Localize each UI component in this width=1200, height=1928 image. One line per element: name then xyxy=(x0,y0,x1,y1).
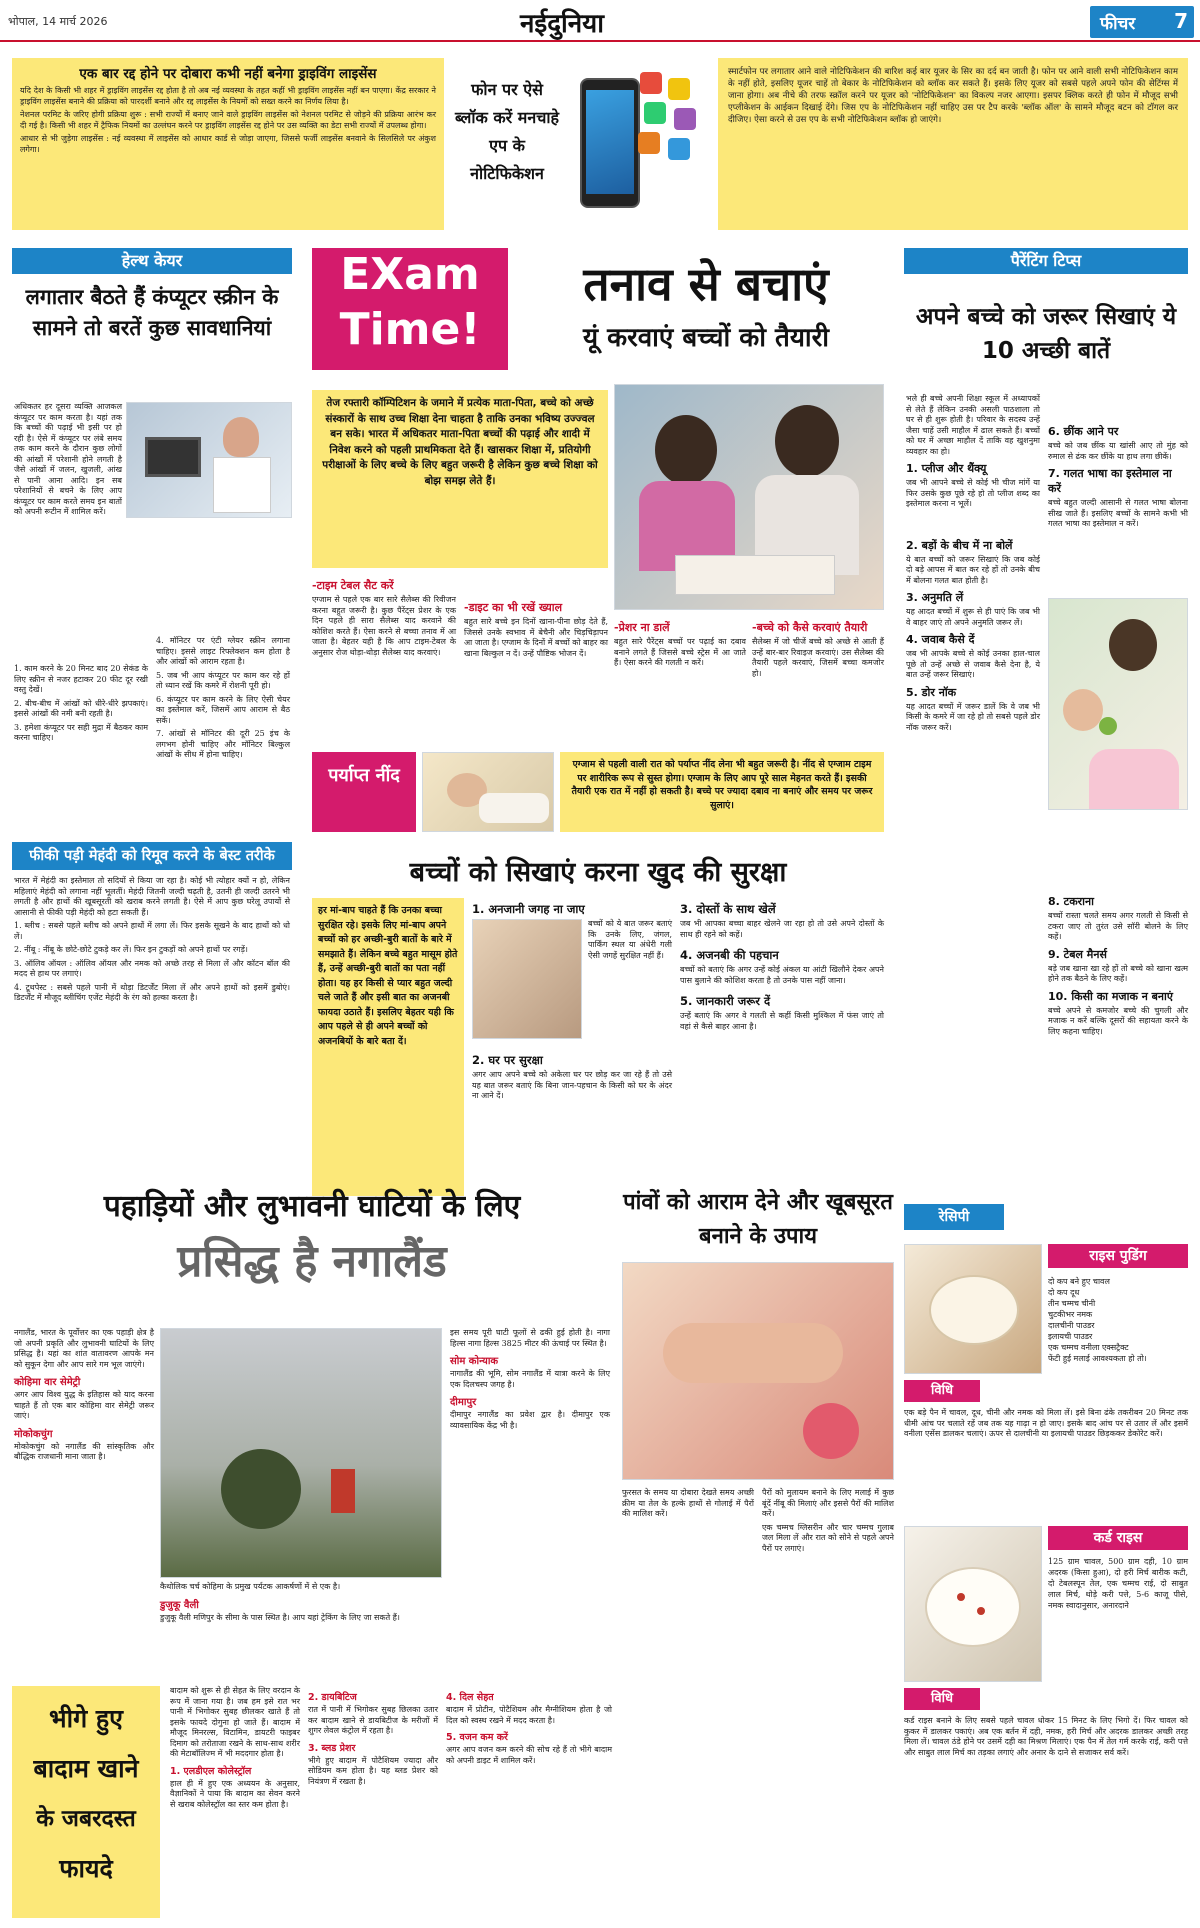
rice-ingredients xyxy=(1048,1276,1188,1364)
curd-title: कर्ड राइस xyxy=(1048,1526,1188,1550)
nagaland-caption-box xyxy=(160,1582,442,1626)
parenting-point-5-text: यह आदत बच्चों में जरूर डालें कि वे जब भी किसी के कमरे में जा रहे हो तो सबसे पहले डोर नॉक जरूर करें। xyxy=(906,701,1040,732)
exam-intro: तेज रफ्तारी कॉम्पिटिशन के जमाने में प्रत्येक माता-पिता, बच्चे को अच्छे संस्कारों के साथ उच्च शिक्षा देना चाहता है ताकि उनका भविष्य उज्ज्वल बन सके। भारत में अधिकतर माता-पिता बच्चों की पढ़ाई और शादी में निवेश करने को पहली प्राथमिकता देते हैं। खासकर शिक्षा में, प्रतियोगी परीक्षाओं के लिए बच्चे के लिए बहुत जरूरी है लेकिन कुछ बच्चे शिक्षा को बोझ समझ लेते हैं। xyxy=(322,397,598,487)
parenting-point-8-text: बच्चों रास्ता चलते समय अगर गलती से किसी से टकरा जाए तो तुरंत उसे सॉरी बोलने के लिए कहें। xyxy=(1048,911,1188,941)
exam-col-1 xyxy=(312,574,456,661)
safety-section-5-title: 5. जानकारी जरूर दें xyxy=(680,994,771,1008)
almond-text-3: रात में पानी में भिगोकर सुबह छिलका उतार कर बादाम खाने से डायबिटीज के मरीजों में शुगर लेवल कंट्रोल में रहता है। xyxy=(308,1705,438,1735)
rice-method-box xyxy=(904,1408,1188,1443)
health-point: 5. जब भी आप कंप्यूटर पर काम कर रहे हों तो ध्यान रखें कि कमरे में रोशनी पूरी हो। xyxy=(156,670,290,690)
safety-intro: हर मां-बाप चाहते हैं कि उनका बच्चा सुरक्षित रहे। इसके लिए मां-बाप अपने बच्चों को हर अच्छी-बुरी बातों के बारे में समझाते हैं। लेकिन बच्चे बहुत मासूम होते हैं, उन्हें अच्छी-बुरी बातों का पता नहीं होता। यह हर किसी से प्यार बहुत जल्दी चले जाते हैं और इसी बात का अजनबी फायदा उठाते हैं। इसलिए बेहतर यही कि आप पहले से ही अपने बच्चों को अजनबियों के बारे बता दें। xyxy=(318,905,458,1047)
curd-photo xyxy=(904,1526,1042,1682)
safety-col-2 xyxy=(680,898,884,1035)
parenting-col-1 xyxy=(906,394,1040,736)
health-title: लगातार बैठते हैं कंप्यूटर स्क्रीन के सामने तो बरतें कुछ सावधानियां xyxy=(25,285,279,340)
feet-photo xyxy=(622,1262,894,1480)
safety-section-2-title: 2. घर पर सुरक्षा xyxy=(472,1053,543,1067)
almond-col-2 xyxy=(308,1686,438,1790)
sleep-photo xyxy=(422,752,554,832)
health-point: 4. मॉनिटर पर एंटी ग्लेयर स्क्रीन लगाना चाहिए। इससे लाइट रिफ्लेक्शन कम होता है और आंखों को आराम रहता है। xyxy=(156,636,290,666)
exam-sub-diet: -डाइट का भी रखें ख्याल xyxy=(464,601,563,614)
nagaland-sub-4: दीमापुर xyxy=(450,1397,477,1408)
health-point: 2. बीच-बीच में आंखों को धीरे-धीरे झपकाएं। इससे आंखों की नमी बनी रहती है। xyxy=(14,698,148,718)
feet-text-2: पैरों को मुलायम बनाने के लिए मलाई में कुछ बूंदें नींबू की मिलाएं और इससे पैरों की मालिश करें। xyxy=(762,1488,894,1518)
almond-text-6: अगर आप वजन कम करने की सोच रहे हैं तो भीगे बादाम को अपनी डाइट में शामिल करें। xyxy=(446,1745,612,1765)
mehndi-tip: 4. टूथपेस्ट : सबसे पहले पानी में थोड़ा डिटर्जेंट मिला लें और अपने हाथों को इसमें डुबोएं। डिटर्जेंट में मौजूद ब्लीचिंग एजेंट मेहंदी के रंग को हल्का करता है। xyxy=(14,982,290,1002)
safety-photo xyxy=(472,919,582,1039)
sleep-label: पर्याप्त नींद xyxy=(328,765,400,786)
sleep-label-box xyxy=(312,752,416,832)
rice-title: राइस पुडिंग xyxy=(1048,1244,1188,1268)
curd-ingredients: 125 ग्राम चावल, 500 ग्राम दही, 10 ग्राम अदरक (किसा हुआ), दो हरी मिर्च बारीक कटी, दो टेबलस्पून तेल, एक चम्मच राई, दो साबुत लाल मिर्च, थोड़े करी पत्ते, 5-6 काजू पीसे, नमक स्वादानुसार, अनारदाने xyxy=(1048,1557,1188,1610)
almond-text-5: बादाम में प्रोटीन, पोटैशियम और मैग्नीशियम होता है जो दिल को स्वस्थ रखने में मदद करता है। xyxy=(446,1705,612,1725)
parenting-point-2-text: ये बात बच्चों को जरूर सिखाएं कि जब कोई दो बड़े आपस में बात कर रहे हों तो उनके बीच में बोलना गलत बात होती है। xyxy=(906,554,1040,585)
exam-title-1: तनाव से बचाएं xyxy=(583,257,829,311)
mehndi-title: फीकी पड़ी मेहंदी को रिमूव करने के बेस्ट तरीके xyxy=(12,842,292,870)
parenting-point-7-title: 7. गलत भाषा का इस्तेमाल ना करें xyxy=(1048,467,1172,495)
almond-text-4: भीगे हुए बादाम में पोटैशियम ज्यादा और सोडियम कम होता है। यह ब्लड प्रेशर को नियंत्रण में रखता है। xyxy=(308,1755,438,1786)
almond-title-2: बादाम खाने xyxy=(33,1754,139,1783)
health-point: 6. कंप्यूटर पर काम करने के लिए ऐसी चेयर का इस्तेमाल करें, जिसमें आप आराम से बैठ सकें। xyxy=(156,694,290,725)
nagaland-col-3 xyxy=(450,1328,610,1434)
section-label: फीचर xyxy=(1100,14,1136,34)
phone-block xyxy=(452,58,710,230)
nagaland-text-7: डुजुकू वैली मणिपुर के सीमा के पास स्थित है। आप यहां ट्रेकिंग के लिए जा सकते हैं। xyxy=(160,1612,400,1622)
parenting-point-6-text: बच्चे को जब छींक या खांसी आए तो मुंह को रुमाल से ढंक कर छींके या हाथ लगा छीकें। xyxy=(1048,441,1188,461)
safety-section-5-text: उन्हें बताएं कि अगर वे गलती से कहीं किसी मुश्किल में फंस जाएं तो वहां से कैसे बाहर आना है। xyxy=(680,1011,884,1031)
mehndi-tip: 3. ऑलिव ऑयल : ऑलिव ऑयल और नमक को अच्छे तरह से मिला लें और कॉटन बॉल की मदद से हाथ पर लगाएं। xyxy=(14,958,290,978)
parenting-intro: भले ही बच्चे अपनी शिक्षा स्कूल में अध्यापकों से लेते हैं लेकिन उनकी असली पाठशाला तो घर से ही शुरू होती है। परिवार के सदस्य उन्हें जैसा चाहें उसी माहौल में ढाल सकते हैं। बच्चों को घर में अच्छा माहौल दें ताकि वह खुशनुमा व्यवहार का हो। xyxy=(906,394,1040,456)
safety-section-3-title: 3. दोस्तों के साथ खेलें xyxy=(680,902,776,916)
safety-section-1-title: 1. अनजानी जगह ना जाए xyxy=(472,902,585,916)
health-point: 3. हमेशा कंप्यूटर पर सही मुद्रा में बैठकर काम करना चाहिए। xyxy=(14,722,148,742)
almond-title-box xyxy=(12,1686,160,1918)
curd-method: कर्ड राइस बनाने के लिए सबसे पहले चावल धोकर 15 मिनट के लिए भिगो दें। फिर चावल को कुकर में डालकर पकाएं। अब एक बर्तन में दही, नमक, हरी मिर्च और अदरक डालकर अच्छी तरह मिला लें। चावल ठंडे होने पर उसमें दही का मिश्रण मिलाएं। एक पैन में तेल गर्म करके राई, करी पत्ते और साबुत लाल मिर्च का तड़का लगाएं और अनार के दाने से सजाकर सर्व करें। xyxy=(904,1716,1188,1757)
feet-col-2 xyxy=(762,1488,894,1557)
safety-title: बच्चों को सिखाएं करना खुद की सुरक्षा xyxy=(409,857,787,888)
exam-sub-pressure: -प्रेशर ना डालें xyxy=(614,621,670,634)
rice-ingredient: तीन चम्मच चीनी xyxy=(1048,1299,1096,1308)
exam-text-1: एग्जाम से पहले एक बार सारे सैलेब्स की रिवीजन करना बहुत जरूरी है। कुछ पैरेंट्स प्रेशर के एक दिन पहले ही सारा सैलेब्स याद करवाने की कोशिश करते हैं। ऐसा करने से बच्चा तनाव में आ जाता है। बेहतर यही है कि आप टाइम-टेबल के अनुसार रोज थोड़ा-थोड़ा सैलेब्स याद करवाएं। xyxy=(312,595,456,657)
mehndi-tip: 2. नींबू : नींबू के छोटे-छोटे टुकड़े कर लें। फिर इन टुकड़ों को अपने हाथों पर रगड़ें। xyxy=(14,945,248,954)
nagaland-text-6: दीमापुर नगालैंड का प्रवेश द्वार है। दीमापुर एक व्यावसायिक केंद्र भी है। xyxy=(450,1410,610,1430)
rice-ingredient: फेंटी हुई मलाई आवश्यकता हो तो। xyxy=(1048,1354,1147,1363)
almond-sub-5: 5. वजन कम करें xyxy=(446,1732,508,1743)
mehndi-tip: 1. ब्लीच : सबसे पहले ब्लीच को अपने हाथों में लगा लें। फिर इसके सूखने के बाद हाथों को धो लें। xyxy=(14,921,290,941)
safety-section-1-text: बच्चों को ये बात जरूर बताएं कि उनके लिए, जंगल, पार्किंग स्थल या अंधेरी गली ऐसी जगहें सुरक्षित नहीं हैं। xyxy=(588,919,672,960)
exam-logo-line2: Time! xyxy=(339,304,481,355)
app-icons xyxy=(630,66,710,186)
nagaland-text-3: मोकोकचुंग को नगालैंड की सांस्कृतिक और बौद्धिक राजधानी माना जाता है। xyxy=(14,1441,154,1461)
rice-method-label: विधि xyxy=(904,1380,980,1402)
exam-logo-line1: EXam xyxy=(340,249,480,300)
notification-text: स्मार्टफोन पर लगातार आने वाले नोटिफिकेशन की बारिश कई बार यूजर के सिर का दर्द बन जाती है। फोन पर आने वाली सभी नोटिफिकेशन काम के नहीं होते, इसलिए यूजर चाहें तो बेकार के नोटिफिकेशन को ब्लॉक कर सकते हैं। इसके लिए यूजर को सबसे पहले अपने फोन की सेटिंग्स में जाना होगा। अब नीचे की तरफ स्क्रॉल करने पर यूजर को 'नोटिफिकेशन' का विकल्प नजर आएगा। इसपर क्लिक करते ही फोन में मौजूद सभी एप्लीकेशन के आईकन दिखाई देंगे। जिस एप के नोटिफिकेशन नहीं चाहिए उस पर टैप करके 'ब्लॉक ऑल' के सामने मौजूद बटन को टॉगल कर दीजिए। ऐसा करने से उस एप के सभी नोटिफिकेशन ब्लॉक हो जाएंगे। xyxy=(728,67,1178,125)
parenting-point-7-text: बच्चे बहुत जल्दी आसानी से गलत भाषा बोलना सीख जाते हैं। इसलिए बच्चों के सामने कभी भी गलत भाषा का इस्तेमाल न करें। xyxy=(1048,498,1188,528)
parenting-point-4-title: 4. जवाब कैसे दें xyxy=(906,633,975,646)
parenting-point-3-text: यह आदत बच्चों में शुरू से ही पाएं कि जब भी वे बाहर जाएं तो अपने अनुमति जरूर लें। xyxy=(906,607,1040,627)
parenting-photo xyxy=(1048,598,1188,810)
parenting-point-4-text: जब भी आपके बच्चे से कोई उनका हाल-चाल पूछे तो उन्हें अच्छे से जवाब कैसे देना है, ये बात उन्हें जरूर सिखाएं। xyxy=(906,649,1040,679)
nagaland-text-1: नगालैंड, भारत के पूर्वोत्तर का एक पहाड़ी क्षेत्र है जो अपनी प्रकृति और लुभावनी घाटियों के लिए प्रसिद्ध है। यहां का शांत वातावरण आपके मन को सुकून देगा और आप सारे गम भूल जाएंगे। xyxy=(14,1328,154,1369)
exam-col-4 xyxy=(752,616,884,682)
rice-photo xyxy=(904,1244,1042,1374)
parenting-point-9-title: 9. टेबल मैनर्स xyxy=(1048,947,1107,961)
almond-col-1 xyxy=(170,1686,300,1813)
almond-sub-2: 2. डायबिटिज xyxy=(308,1692,357,1703)
sleep-text: एग्जाम से पहली वाली रात को पर्याप्त नींद लेना भी बहुत जरूरी है। नींद से एग्जाम टाइम पर शारीरिक रूप से सुस्त होगा। एग्जाम के लिए आप पूरे साल मेहनत करते हैं। इसकी तैयारी एक रात में नहीं हो सकती है। बच्चे पर ज्यादा दबाव ना बनाएं और समय पर जरूर सुलाएं। xyxy=(571,759,873,811)
parenting-col-3 xyxy=(1048,890,1188,1040)
parenting-point-5-title: 5. डोर नॉक xyxy=(906,685,957,699)
health-point: 1. काम करने के 20 मिनट बाद 20 सेकंड के लिए स्क्रीन से नजर हटाकर 20 फीट दूर रखी वस्तु देखें। xyxy=(14,664,148,694)
health-label: हेल्थ केयर xyxy=(12,248,292,274)
almond-title-4: फायदे xyxy=(59,1854,113,1883)
license-title: एक बार रद्द होने पर दोबारा कभी नहीं बनेगा ड्राइविंग लाइसेंस xyxy=(79,66,377,82)
masthead: नईदुनिया xyxy=(520,9,604,39)
nagaland-caption: कैथोलिक चर्च कोहिमा के प्रमुख पर्यटक आकर्षणों में से एक है। xyxy=(160,1582,341,1591)
mehndi-body-box xyxy=(14,876,290,1196)
license-box xyxy=(12,58,444,230)
header-date: भोपाल, 14 मार्च 2026 xyxy=(8,15,108,28)
feet-col-1 xyxy=(622,1488,754,1523)
nagaland-text-5: नागालैंड की भूमि, सोम नगालैंड में यात्रा करने के लिए एक दिलचस्प जगह है। xyxy=(450,1369,610,1389)
curd-method-box xyxy=(904,1716,1188,1761)
nagaland-photo xyxy=(160,1328,442,1578)
safety-col-1 xyxy=(472,898,672,1105)
parenting-point-10-text: बच्चे अपने से कमजोर बच्चे की चुगली और मजाक न करें बल्कि दूसरों की सहायता करने के लिए कहना चाहिए। xyxy=(1048,1005,1188,1036)
safety-section-2-text: अगर आप अपने बच्चे को अकेला घर पर छोड़ कर जा रहे हैं तो उसे यह बात जरूर बताएं कि बिना जान-पहचान के किसी को घर के अंदर ना आने दें। xyxy=(472,1070,672,1100)
parenting-point-10-title: 10. किसी का मजाक न बनाएं xyxy=(1048,989,1173,1003)
rice-method: एक बड़े पैन में चावल, दूध, चीनी और नमक को मिला लें। इसे बिना ढंके तकरीबन 20 मिनट तक धीमी आंच पर चलाते रहें जब तक यह गाढ़ा न हो जाए। इसके बाद आंच पर से उतार लें और इसमें वनीला एसेंस डालकर चलाएं। ऊपर से दालचीनी या इलायची पाउडर छिड़ककर डेकोरेट करें। xyxy=(904,1408,1188,1438)
parenting-point-9-text: बड़े जब खाना खा रहे हों तो बच्चे को खाना खत्म होने तक बैठने के लिए कहें। xyxy=(1048,963,1188,983)
parenting-label: पैरेंटिंग टिप्स xyxy=(904,248,1188,274)
almond-sub-4: 4. दिल सेहत xyxy=(446,1692,494,1703)
exam-sub-timetable: -टाइम टेबल सैट करें xyxy=(312,579,394,592)
exam-photo xyxy=(614,384,884,610)
exam-col-2 xyxy=(464,596,608,662)
parenting-title: अपने बच्चे को जरूर सिखाएं ये 10 अच्छी बातें xyxy=(915,304,1177,364)
nagaland-title-1: पहाड़ियों और लुभावनी घाटियों के लिए xyxy=(103,1189,521,1224)
curd-ingredients-box xyxy=(1048,1556,1188,1614)
phone-title: फोन पर ऐसे ब्लॉक करें मनचाहे एप के नोटिफिकेशन xyxy=(454,80,560,183)
nagaland-text-4: इस समय पूरी घाटी फूलों से ढकी हुई होती है। नागा हिल्स नागा हिल्स 3825 मीटर की ऊंचाई पर स्थित है। xyxy=(450,1328,610,1348)
safety-section-4-text: बच्चों को बताएं कि अगर उन्हें कोई अंकल या आंटी खिलौने देकर अपने पास बुलाने की कोशिश करता है तो उनके पास नहीं जाना। xyxy=(680,965,884,985)
nagaland-sub-2: मोकोकचुंग xyxy=(14,1428,53,1440)
nagaland-sub-5: डुजुकू वैली xyxy=(160,1599,199,1611)
recipe-label: रेसिपी xyxy=(904,1204,1004,1230)
health-body xyxy=(14,402,290,822)
exam-title-2: यूं करवाएं बच्चों को तैयारी xyxy=(582,323,830,353)
parenting-point-1-title: 1. प्लीज और थैंक्यू xyxy=(906,462,987,475)
almond-title-1: भीगे हुए xyxy=(49,1704,123,1733)
nagaland-sub-1: कोहिमा वार सेमेट्री xyxy=(14,1377,81,1388)
nagaland-text-2: अगर आप विश्व युद्ध के इतिहास को याद करना चाहते हैं तो एक बार कोहिमा वार सेमेट्री जरूर जाएं। xyxy=(14,1390,154,1420)
exam-sub-prepare: -बच्चे को कैसे करवाएं तैयारी xyxy=(752,621,868,634)
parenting-point-2-title: 2. बड़ों के बीच में ना बोलें xyxy=(906,538,1013,552)
license-body2: नेशनल परमिट के जरिए होगी प्रक्रिया शुरू : सभी राज्यों में बनाए जाने वाले ड्राइविंग लाइसेंस को नेशनल परमिट से जोड़ने की प्रक्रिया आरंभ कर दी गई है। किसी भी शहर में ट्रैफिक नियमों का उल्लंघन करने पर ड्राइविंग लाइसेंस रद्द होने पर उस व्यक्ति का डेटा सभी राज्यों में उपलब्ध होगा। xyxy=(20,110,436,130)
exam-intro-box xyxy=(312,390,608,568)
parenting-point-6-title: 6. छींक आने पर xyxy=(1048,425,1119,438)
section-tab xyxy=(1090,6,1194,38)
almond-sub-3: 3. ब्लड प्रेशर xyxy=(308,1742,356,1754)
rice-ingredient: इलायची पाउडर xyxy=(1048,1332,1093,1341)
safety-section-3-text: जब भी आपका बच्चा बाहर खेलने जा रहा हो तो उसे अपने दोस्तों के साथ ही रहने को कहें। xyxy=(680,919,884,939)
safety-section-4-title: 4. अजनबी की पहचान xyxy=(680,948,779,962)
curd-method-label: विधि xyxy=(904,1688,980,1710)
license-body: यदि देश के किसी भी शहर में ड्राइविंग लाइसेंस रद्द होता है तो अब नई व्यवस्था के तहत कहीं भी ड्राइविंग लाइसेंस नहीं बन पाएगा। केंद्र सरकार ने ड्राइविंग लाइसेंस बनाने की प्रक्रिया को पारदर्शी बनाने और रद्द लाइसेंस के नियमों को सख्त करने का निर्णय लिया है। xyxy=(20,86,436,106)
exam-text-2: बहुत सारे बच्चे इन दिनों खाना-पीना छोड़ देते हैं, जिससे उनके स्वभाव में बेचैनी और चिड़चिड़ापन आ जाता है। एग्जाम के दिनों में बच्चों को बाहर का खाना बिल्कुल न दें। उन्हें पौष्टिक भोजन दें। xyxy=(464,617,608,658)
parenting-point-8-title: 8. टकराना xyxy=(1048,895,1094,908)
parenting-point-1-text: जब भी आपने बच्चे से कोई भी चीज मांगें या फिर उसके कुछ पूछे रहे हो तो प्लीज शब्द का इस्तेमाल करना न भूलें। xyxy=(906,478,1040,508)
rice-ingredient: दो कप बने हुए चावल xyxy=(1048,1277,1110,1286)
license-body3: आधार से भी जुड़ेगा लाइसेंस : नई व्यवस्था में लाइसेंस को आधार कार्ड से जोड़ा जाएगा, जिससे फर्जी लाइसेंस बनवाने के सिलसिले पर अंकुश लगेगा। xyxy=(20,134,436,154)
notification-box xyxy=(718,58,1188,230)
feet-text-1: फुरसत के समय या दोबारा देखते समय अच्छी क्रीम या तेल के हल्के हाथों से गोलाई में पैरों की मालिश करें। xyxy=(622,1488,754,1518)
header-bar xyxy=(0,0,1200,42)
nagaland-sub-3: सोम कोन्याक xyxy=(450,1356,499,1367)
parenting-col-2 xyxy=(1048,394,1188,533)
exam-logo xyxy=(312,248,508,370)
rice-ingredient: दो कप दूध xyxy=(1048,1288,1080,1297)
exam-text-3: बहुत सारे पैरेंट्स बच्चों पर पढ़ाई का दबाव बनाने लगते हैं जिससे बच्चे स्ट्रेस में आ जाते हैं। ऐसा करने की गलती न करें। xyxy=(614,637,746,667)
safety-intro-box xyxy=(312,898,464,1196)
rice-ingredient: चुटकीभर नमक xyxy=(1048,1310,1093,1319)
feet-title: पांवों को आराम देने और खूबसूरत बनाने के उपाय xyxy=(623,1190,893,1249)
health-point: 7. आंखों से मॉनिटर की दूरी 25 इंच के लगभग होनी चाहिए और मॉनिटर बिल्कुल आंखों के सीध में होना चाहिए। xyxy=(156,729,290,759)
nagaland-col-1 xyxy=(14,1328,154,1466)
health-intro: अधिकतर हर दूसरा व्यक्ति आजकल कंप्यूटर पर काम करता है। यहां तक कि बच्चों की पढ़ाई भी इसी पर हो रही है। ऐसे में कंप्यूटर पर लंबे समय तक काम करने के दौरान कुछ लोगों की आंखों में परेशानी होने लगती है जैसे आंखों में जलन, खुजली, आंख से पानी आना आदि। इन सब परेशानियों से बचने के लिए आप कंप्यूटर पर काम करते समय इन बातों को अपनी रूटीन में शामिल करें। xyxy=(14,402,122,516)
almond-col-3 xyxy=(446,1686,612,1769)
almond-text-1: बादाम को शुरू से ही सेहत के लिए वरदान के रूप में जाना गया है। जब हम इसे रात भर पानी में भिगोकर सुबह छीलकर खाते हैं तो इसके फायदे दोगुना हो जाते हैं। बादाम में मौजूद मिनरल्स, विटामिन, डायटरी फाइबर दिमाग को तरोताजा रखने के साथ-साथ शरीर की मेटाबॉलिज्म में भी मददगार होता है। xyxy=(170,1686,300,1758)
feet-text-3: एक चम्मच ग्लिसरीन और चार चम्मच गुलाब जल मिला लें और रात को सोने से पहले अपने पैरों पर लगाएं। xyxy=(762,1522,894,1553)
parenting-point-3-title: 3. अनुमति लें xyxy=(906,591,964,604)
exam-col-3 xyxy=(614,616,746,672)
sleep-text-box xyxy=(560,752,884,832)
page-number: 7 xyxy=(1174,9,1188,33)
almond-text-2: हाल ही में हुए एक अध्ययन के अनुसार, वैज्ञानिकों ने पाया कि बादाम का सेवन करने से खराब कोलेस्ट्रॉल का स्तर कम होता है। xyxy=(170,1778,300,1809)
nagaland-title-2: प्रसिद्ध है नगालैंड xyxy=(177,1236,447,1287)
almond-title-3: के जबरदस्त xyxy=(36,1806,136,1832)
mehndi-body: भारत में मेहंदी का इस्तेमाल तो सदियों से किया जा रहा है। कोई भी त्योहार क्यों न हो, लेकिन महिलाएं मेहंदी को लगाना नहीं भूलतीं। मेहंदी जितनी जल्दी चढ़ती है, उतनी ही जल्दी उतरने भी लगती है और हाथों की खूबसूरती को खराब करने लगती है। ऐसे में आप कुछ घरेलू उपायों से आसानी से फीकी पड़ी मेहंदी को हटा सकती हैं। xyxy=(14,876,290,917)
rice-ingredient: दालचीनी पाउडर xyxy=(1048,1321,1095,1330)
almond-sub-1: 1. एलडीएल कोलेस्ट्रॉल xyxy=(170,1765,252,1777)
rice-ingredient: एक चम्मच वनीला एक्सट्रैक्ट xyxy=(1048,1343,1129,1352)
exam-text-4: सैलेब्स में जो चीजें बच्चे को अच्छे से आती हैं उन्हें बार-बार रिवाइज करवाएं। उस सैलेब्स की तैयारी पहले करवाएं, जिसमें बच्चा कमजोर हो। xyxy=(752,637,884,678)
